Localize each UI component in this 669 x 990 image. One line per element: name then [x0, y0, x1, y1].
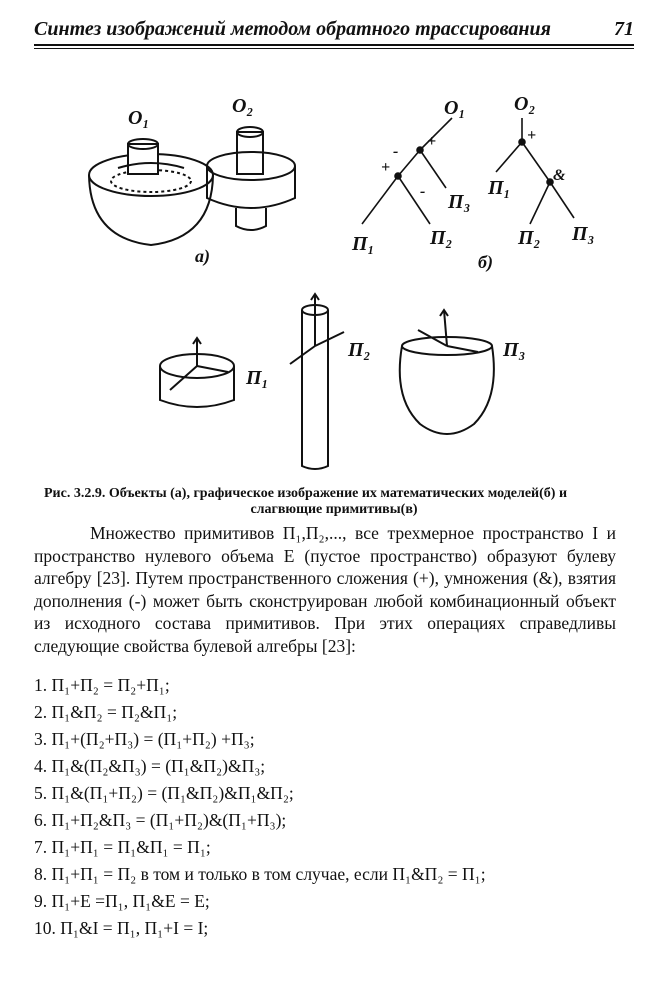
figure: [0, 48, 669, 484]
primitive-p3-drawing: [400, 310, 494, 434]
primitive-p1-drawing: [160, 338, 234, 407]
property-item: 8. П₁+П₁ = П₂ в том и только в том случае, если П₁&П₂ = П₁;: [34, 864, 486, 884]
body-paragraph: [34, 522, 616, 657]
properties-list: [34, 672, 654, 942]
property-item: 4. П₁&(П₂&П₃) = (П₁&П₂)&П₃;: [34, 756, 266, 776]
property-item: 5. П₁&(П₁+П₂) = (П₁&П₂)&П₁&П₂;: [34, 783, 294, 803]
property-item: 1. П₁+П₂ = П₂+П₁;: [34, 675, 170, 695]
label-p3-b2: П₃: [572, 223, 595, 245]
subfigure-label-b: б): [478, 252, 493, 272]
label-o2-b: O₂: [514, 93, 536, 115]
caption-line-1: Рис. 3.2.9. Объекты (а), графическое изображение их математических моделей(б) и: [44, 486, 568, 501]
tree-model-o1: [362, 118, 452, 224]
property-item: 3. П₁+(П₂+П₃) = (П₁+П₂) +П₃;: [34, 729, 255, 749]
op-minus-2: -: [420, 183, 426, 200]
label-o2-a: O₂: [232, 95, 254, 117]
primitive-p2-drawing: [290, 294, 344, 469]
property-item: 6. П₁+П₂&П₃ = (П₁+П₂)&(П₁+П₃);: [34, 810, 287, 830]
label-p3-c: П₃: [503, 339, 526, 361]
page-number: 71: [614, 18, 634, 40]
label-p2-b1: П₂: [430, 227, 453, 249]
property-item: 9. П₁+E =П₁, П₁&E = E;: [34, 891, 210, 911]
label-o1-b: O₁: [444, 97, 466, 119]
label-p1-b2: П₁: [488, 177, 511, 199]
figure-caption: [44, 486, 624, 518]
object-o2-drawing: [207, 127, 295, 230]
property-item: 10. П₁&I = П₁, П₁+I = I;: [34, 918, 209, 938]
op-plus-1: +: [427, 133, 437, 150]
label-p2-b2: П₂: [518, 227, 541, 249]
op-and: &: [553, 167, 566, 184]
op-plus-2: +: [381, 159, 391, 176]
op-plus-3: +: [527, 127, 537, 144]
subfigure-label-a: а): [195, 246, 210, 266]
property-item: 2. П₁&П₂ = П₂&П₁;: [34, 702, 178, 722]
paragraph-text: Множество примитивов П₁,П₂,..., все трехмерное пространство I и пространство нулевого объема E (пустое пространство) образуют булеву алгебру [23]. Путем пространственного сложения (+), умножения (&), взятия дополнения (-) может быть сконструирован любой комбинационный объект из исходного состава примитивов. При этих операциях справедливы следующие свойства булевой алгебры [23]:: [34, 523, 616, 656]
object-o1-drawing: [89, 139, 213, 245]
label-p1-c: П₁: [246, 367, 269, 389]
label-p3-b1: П₃: [448, 191, 471, 213]
running-header: [34, 14, 634, 44]
op-minus-1: -: [393, 143, 399, 160]
label-o1-a: O₁: [128, 107, 150, 129]
label-p1-b1: П₁: [352, 233, 375, 255]
header-title: Синтез изображений методом обратного трассирования: [34, 18, 551, 40]
label-p2-c: П₂: [348, 339, 371, 361]
caption-line-2: слагвющие примитивы(в): [250, 502, 418, 517]
property-item: 7. П₁+П₁ = П₁&П₁ = П₁;: [34, 837, 211, 857]
